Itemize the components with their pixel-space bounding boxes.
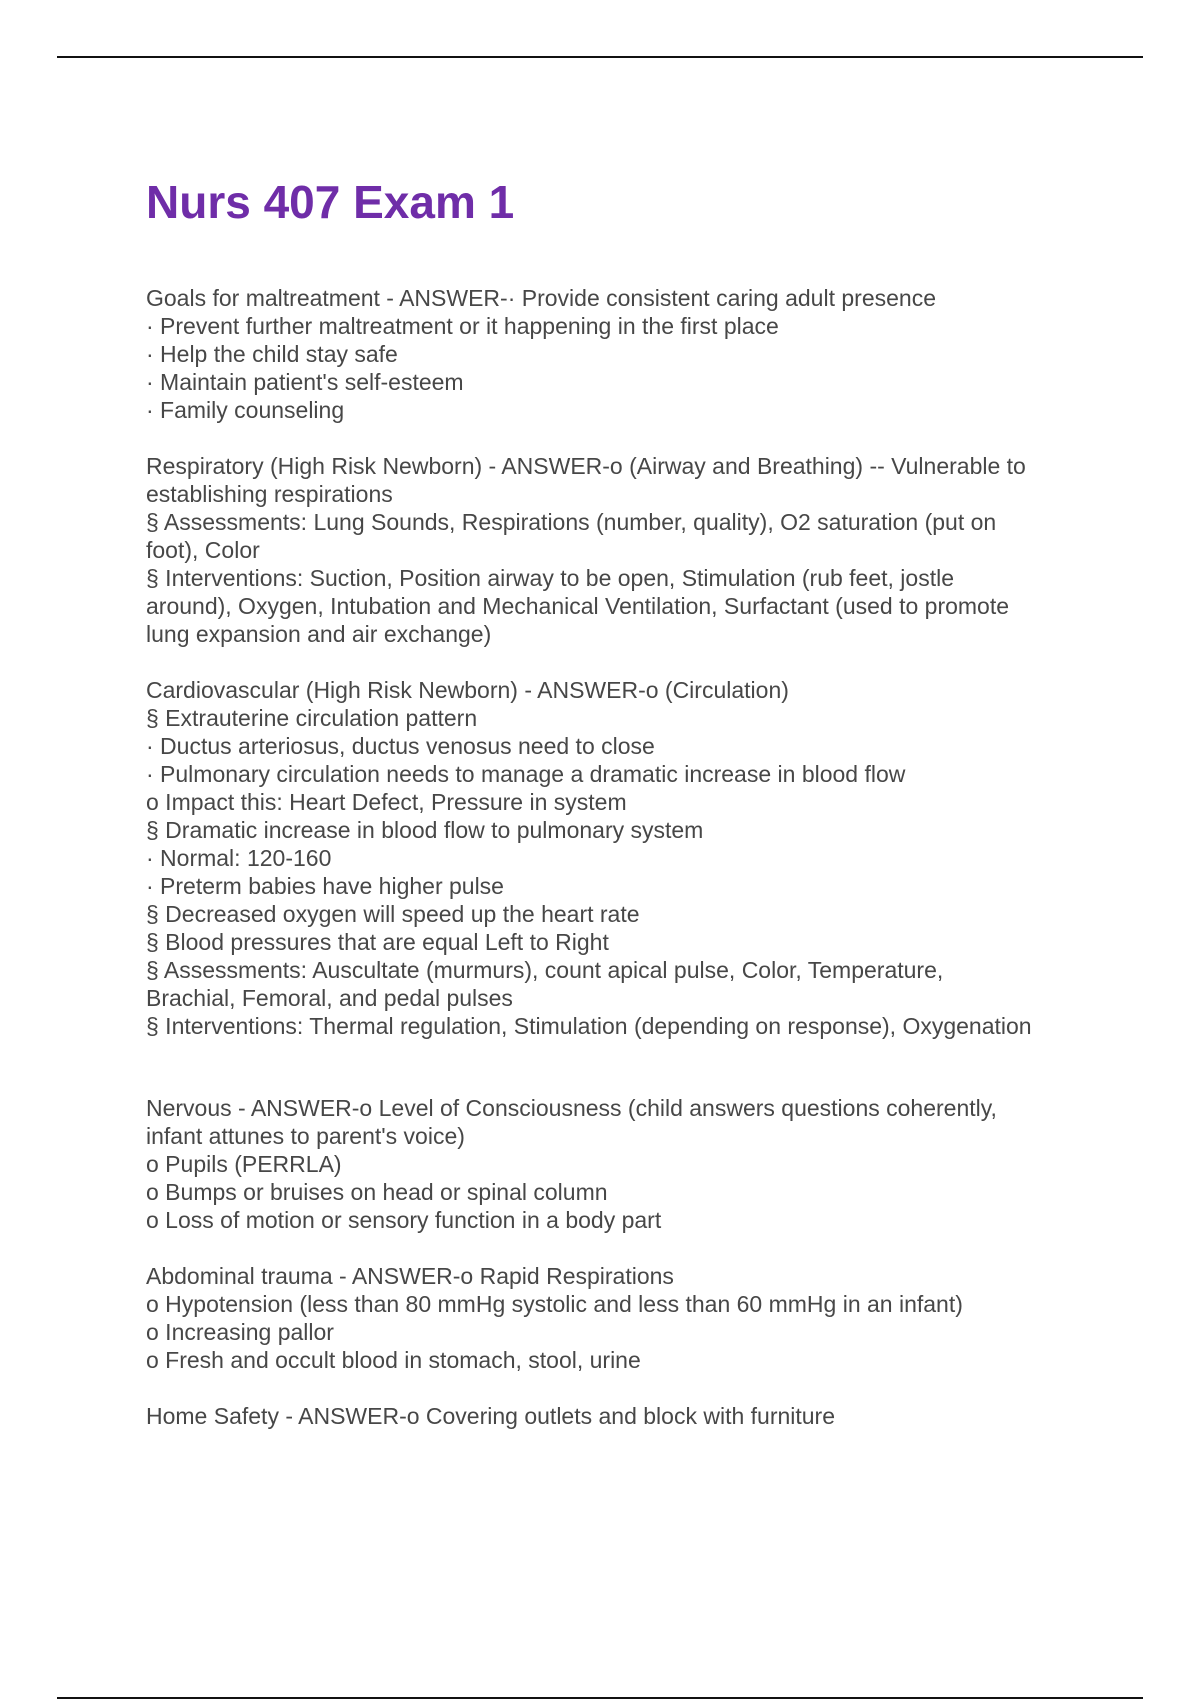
text-line: o Hypotension (less than 80 mmHg systolic and less than 60 mmHg in an infant) — [146, 1291, 963, 1317]
text-line: o Increasing pallor — [146, 1319, 334, 1345]
text-line: o Bumps or bruises on head or spinal column — [146, 1179, 608, 1205]
text-line: · Normal: 120-160 — [146, 845, 332, 871]
top-divider — [57, 56, 1143, 58]
text-line: o Impact this: Heart Defect, Pressure in system — [146, 789, 627, 815]
section-spacer — [146, 1234, 1086, 1262]
qa-block-goals-maltreatment — [146, 284, 1086, 424]
text-line: § Interventions: Thermal regulation, Stimulation (depending on response), Oxygenation — [146, 1013, 1032, 1039]
text-line: § Assessments: Lung Sounds, Respirations (number, quality), O2 saturation (put on — [146, 509, 997, 535]
text-line: · Help the child stay safe — [146, 341, 398, 367]
text-line: § Dramatic increase in blood flow to pulmonary system — [146, 817, 704, 843]
text-line: § Extrauterine circulation pattern — [146, 705, 478, 731]
text-line: § Assessments: Auscultate (murmurs), count apical pulse, Color, Temperature, — [146, 957, 944, 983]
text-line: · Pulmonary circulation needs to manage a dramatic increase in blood flow — [146, 761, 906, 787]
qa-block-home-safety — [146, 1402, 1086, 1430]
section-spacer — [146, 424, 1086, 452]
document-body — [146, 284, 1086, 1430]
text-line: § Interventions: Suction, Position airway to be open, Stimulation (rub feet, jostle — [146, 565, 954, 591]
text-line: · Prevent further maltreatment or it happening in the first place — [146, 313, 779, 339]
text-line: · Maintain patient's self-esteem — [146, 369, 464, 395]
text-line: Respiratory (High Risk Newborn) - ANSWER-o (Airway and Breathing) -- Vulnerable to — [146, 453, 1026, 479]
qa-block-nervous — [146, 1094, 1086, 1234]
text-line: Nervous - ANSWER-o Level of Consciousness (child answers questions coherently, — [146, 1095, 997, 1121]
text-line: o Loss of motion or sensory function in a body part — [146, 1207, 662, 1233]
text-line: Brachial, Femoral, and pedal pulses — [146, 985, 513, 1011]
qa-block-abdominal-trauma — [146, 1262, 1086, 1374]
text-line: § Decreased oxygen will speed up the heart rate — [146, 901, 640, 927]
qa-block-respiratory — [146, 452, 1086, 648]
qa-block-cardiovascular — [146, 676, 1086, 1040]
section-spacer — [146, 1374, 1086, 1402]
text-line: establishing respirations — [146, 481, 393, 507]
text-line: Goals for maltreatment - ANSWER-· Provide consistent caring adult presence — [146, 285, 936, 311]
text-line: around), Oxygen, Intubation and Mechanical Ventilation, Surfactant (used to promote — [146, 593, 1010, 619]
text-line: § Blood pressures that are equal Left to Right — [146, 929, 609, 955]
text-line: lung expansion and air exchange) — [146, 621, 492, 647]
text-line: o Fresh and occult blood in stomach, stool, urine — [146, 1347, 641, 1373]
text-line: o Pupils (PERRLA) — [146, 1151, 342, 1177]
text-line: · Ductus arteriosus, ductus venosus need to close — [146, 733, 655, 759]
text-line: foot), Color — [146, 537, 260, 563]
bottom-divider — [57, 1697, 1143, 1699]
text-line: · Preterm babies have higher pulse — [146, 873, 504, 899]
text-line: infant attunes to parent's voice) — [146, 1123, 465, 1149]
section-spacer — [146, 1040, 1086, 1094]
text-line: · Family counseling — [146, 397, 345, 423]
section-spacer — [146, 648, 1086, 676]
page-title: Nurs 407 Exam 1 — [146, 176, 515, 228]
text-line: Cardiovascular (High Risk Newborn) - ANSWER-o (Circulation) — [146, 677, 789, 703]
text-line: Abdominal trauma - ANSWER-o Rapid Respirations — [146, 1263, 674, 1289]
text-line: Home Safety - ANSWER-o Covering outlets and block with furniture — [146, 1403, 836, 1429]
